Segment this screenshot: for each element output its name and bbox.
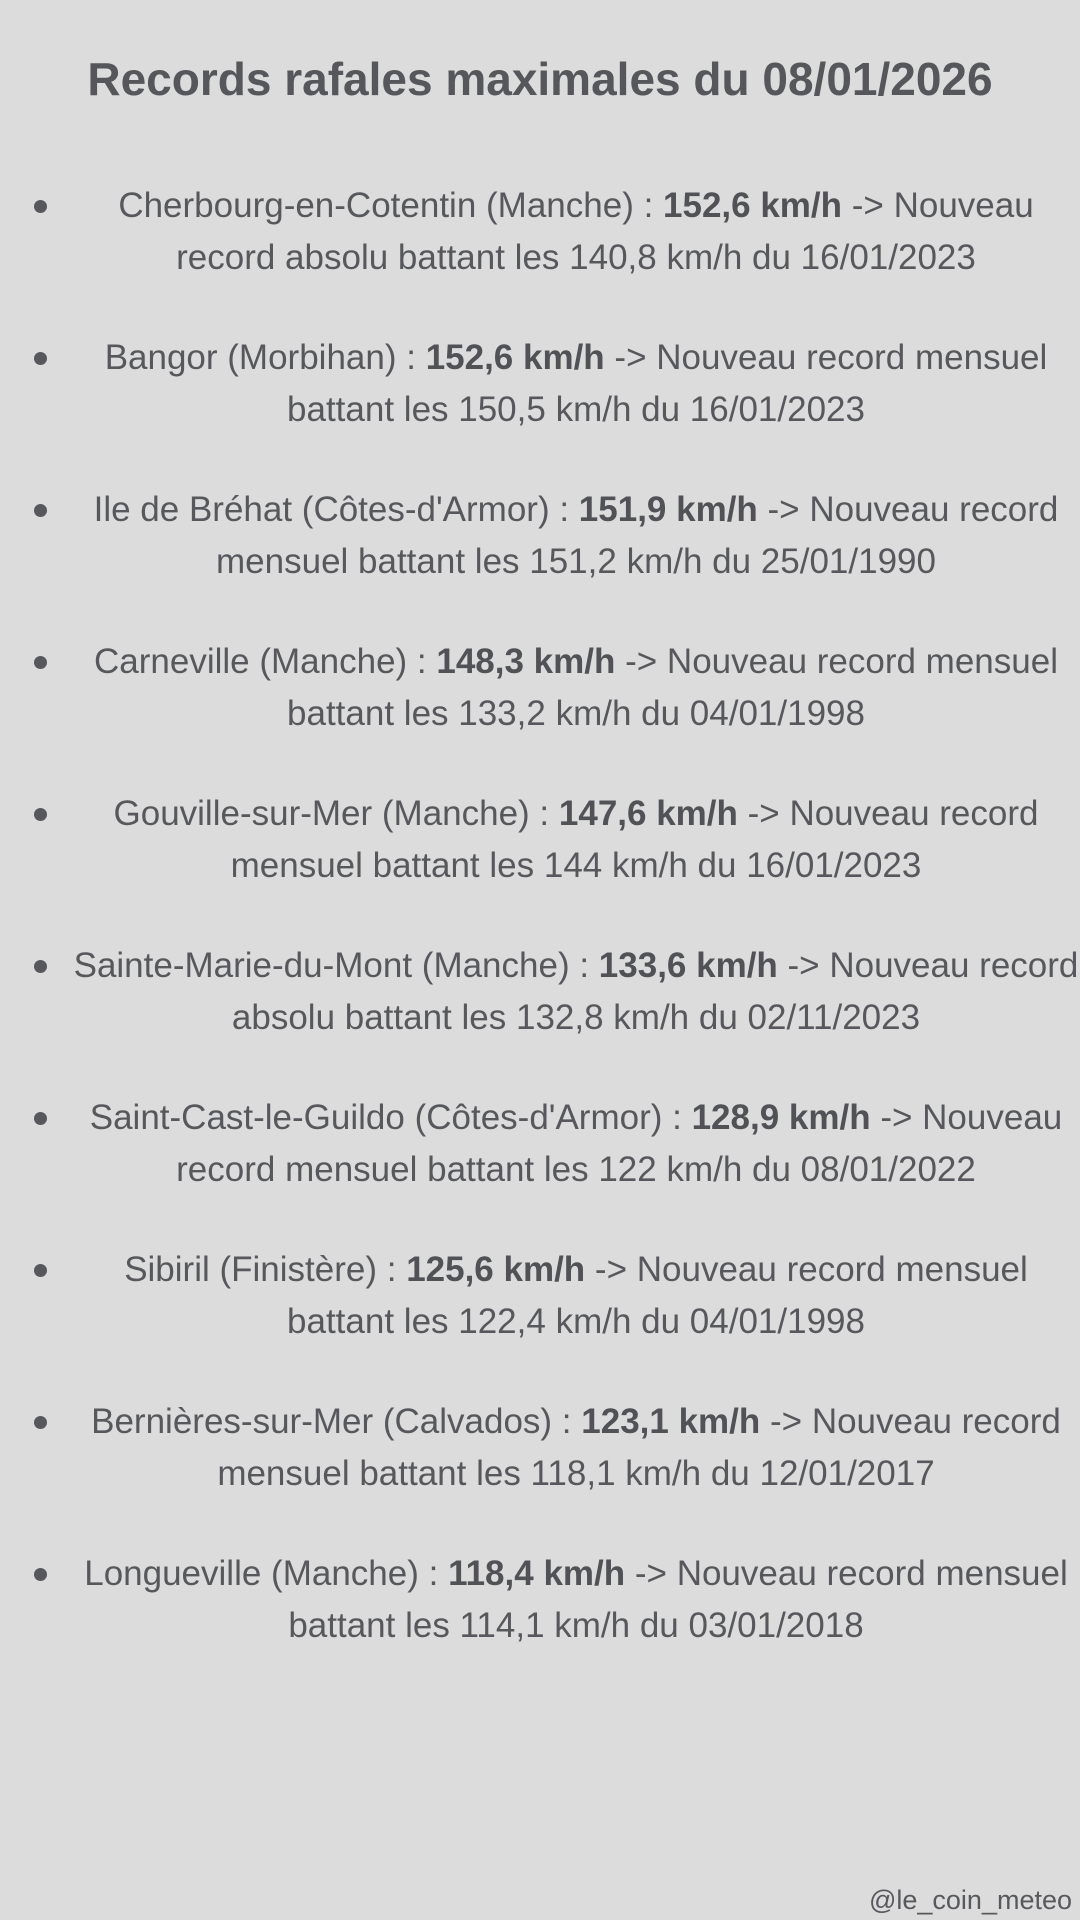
page-title: Records rafales maximales du 08/01/2026 — [87, 53, 993, 105]
list-item — [0, 940, 1080, 1044]
gust-speed: 148,3 km/h — [436, 642, 616, 681]
list-item — [0, 1092, 1080, 1196]
bullet-icon — [34, 1112, 47, 1125]
record-detail: -> Nouveau record mensuel battant les 118,1 km/h du 12/01/2017 — [217, 1402, 1061, 1493]
station-name: Gouville-sur-Mer (Manche) : — [113, 794, 550, 833]
gust-speed: 152,6 km/h — [425, 338, 605, 377]
station-name: Carneville (Manche) : — [94, 642, 427, 681]
bullet-icon — [34, 504, 47, 517]
bullet-icon — [34, 352, 47, 365]
gust-speed: 147,6 km/h — [558, 794, 738, 833]
bullet-icon — [34, 960, 47, 973]
records-list — [0, 180, 1080, 1700]
station-name: Sainte-Marie-du-Mont (Manche) : — [73, 946, 590, 985]
station-name: Cherbourg-en-Cotentin (Manche) : — [118, 186, 654, 225]
author-handle: @le_coin_meteo — [868, 1885, 1072, 1915]
bullet-icon — [34, 1416, 47, 1429]
list-item — [0, 1548, 1080, 1652]
list-item — [0, 788, 1080, 892]
list-item — [0, 332, 1080, 436]
record-detail: -> Nouveau record absolu battant les 132,8 km/h du 02/11/2023 — [231, 946, 1079, 1037]
list-item — [0, 1396, 1080, 1500]
station-name: Ile de Bréhat (Côtes-d'Armor) : — [93, 490, 570, 529]
gust-speed: 133,6 km/h — [598, 946, 778, 985]
station-name: Bangor (Morbihan) : — [104, 338, 416, 377]
gust-speed: 152,6 km/h — [663, 186, 843, 225]
record-detail: -> Nouveau record mensuel battant les 144 km/h du 16/01/2023 — [230, 794, 1039, 885]
record-detail: -> Nouveau record mensuel battant les 114,1 km/h du 03/01/2018 — [288, 1554, 1068, 1645]
list-item — [0, 636, 1080, 740]
gust-speed: 125,6 km/h — [406, 1250, 586, 1289]
bullet-icon — [34, 656, 47, 669]
bullet-icon — [34, 808, 47, 821]
gust-speed: 123,1 km/h — [581, 1402, 761, 1441]
gust-speed: 151,9 km/h — [578, 490, 758, 529]
bullet-icon — [34, 200, 47, 213]
record-detail: -> Nouveau record mensuel battant les 150,5 km/h du 16/01/2023 — [287, 338, 1048, 429]
list-item — [0, 1244, 1080, 1348]
record-detail: -> Nouveau record mensuel battant les 122 km/h du 08/01/2022 — [176, 1098, 1063, 1189]
gust-speed: 128,9 km/h — [691, 1098, 871, 1137]
record-detail: -> Nouveau record mensuel battant les 133,2 km/h du 04/01/1998 — [287, 642, 1058, 733]
gust-speed: 118,4 km/h — [448, 1554, 626, 1593]
bullet-icon — [34, 1264, 47, 1277]
station-name: Longueville (Manche) : — [84, 1554, 439, 1593]
record-detail: -> Nouveau record mensuel battant les 151,2 km/h du 25/01/1990 — [216, 490, 1059, 581]
station-name: Bernières-sur-Mer (Calvados) : — [91, 1402, 572, 1441]
station-name: Sibiril (Finistère) : — [124, 1250, 397, 1289]
record-detail: -> Nouveau record absolu battant les 140,8 km/h du 16/01/2023 — [176, 186, 1034, 277]
record-detail: -> Nouveau record mensuel battant les 122,4 km/h du 04/01/1998 — [287, 1250, 1028, 1341]
list-item — [0, 180, 1080, 284]
station-name: Saint-Cast-le-Guildo (Côtes-d'Armor) : — [89, 1098, 682, 1137]
list-item — [0, 484, 1080, 588]
bullet-icon — [34, 1568, 47, 1581]
